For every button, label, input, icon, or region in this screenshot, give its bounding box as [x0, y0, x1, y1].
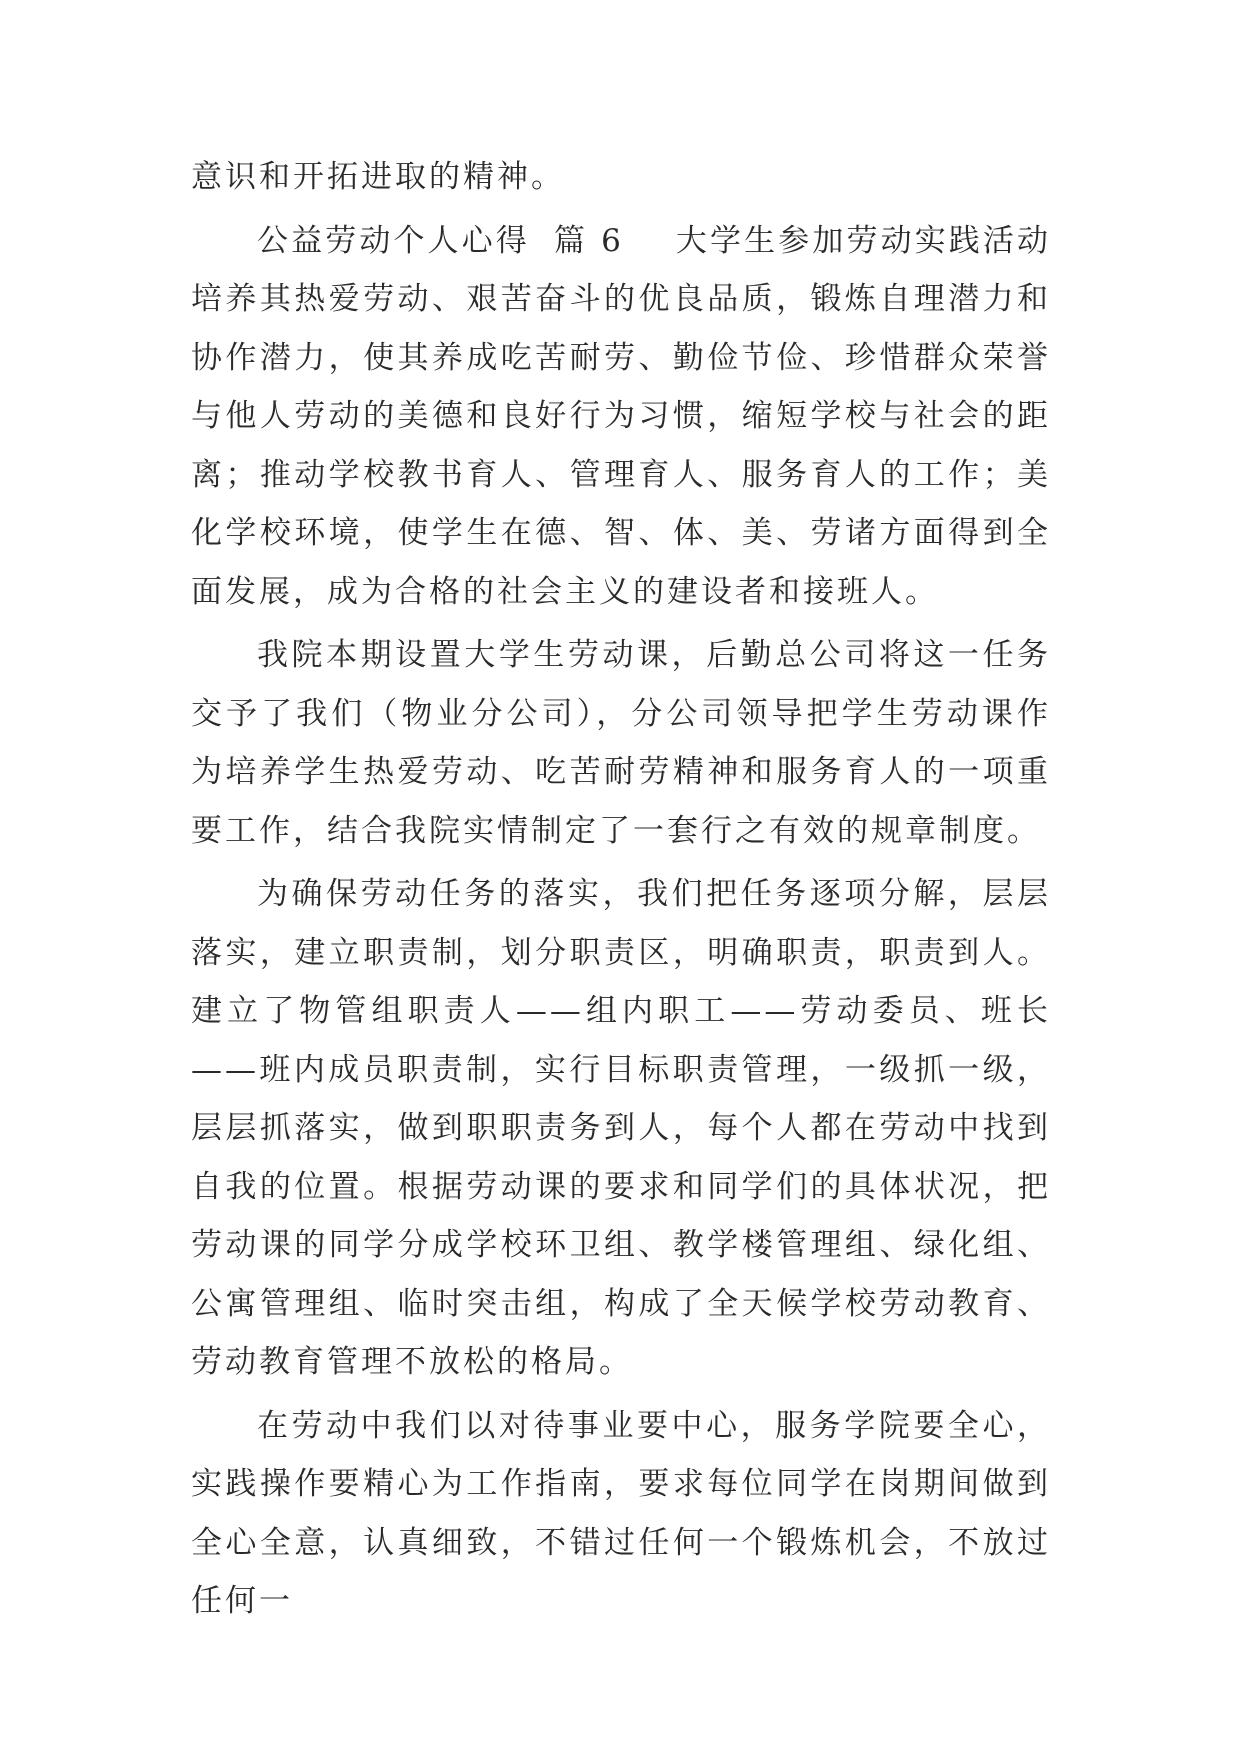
document-body [191, 148, 1051, 1636]
section-heading: 公益劳动个人心得 [257, 222, 530, 259]
body-paragraph: 我院本期设置大学生劳动课，后勤总公司将这一任务交予了我们（物业分公司），分公司领导把学生劳动课作为培养学生热爱劳动、吃苦耐劳精神和服务育人的一项重要工作，结合我院实情制定了一套行之有效的规章制度。 [191, 637, 1051, 849]
continuation-paragraph: 意识和开拓进取的精神。 [191, 159, 565, 195]
section-intro-paragraph [191, 212, 1051, 622]
body-paragraph: 大学生参加劳动实践活动培养其热爱劳动、艰苦奋斗的优良品质，锻炼自理潜力和协作潜力，使其养成吃苦耐劳、勤俭节俭、珍惜群众荣誉与他人劳动的美德和良好行为习惯，缩短学校与社会的距离；推动学校教书育人、管理育人、服务育人的工作；美化学校环境，使学生在德、智、体、美、劳诸方面得到全面发展，成为合格的社会主义的建设者和接班人。 [191, 222, 1052, 610]
section-number: 篇 6 [553, 222, 624, 259]
body-paragraph: 为确保劳动任务的落实，我们把任务逐项分解，层层落实，建立职责制，划分职责区，明确职责，职责到人。建立了物管组职责人——组内职工——劳动委员、班长——班内成员职责制，实行目标职责管理，一级抓一级，层层抓落实，做到职职责务到人，每个人都在劳动中找到自我的位置。根据劳动课的要求和同学们的具体状况，把劳动课的同学分成学校环卫组、教学楼管理组、绿化组、公寓管理组、临时突击组，构成了全天候学校劳动教育、劳动教育管理不放松的格局。 [191, 876, 1051, 1380]
body-paragraph: 在劳动中我们以对待事业要中心，服务学院要全心，实践操作要精心为工作指南，要求每位同学在岗期间做到全心全意，认真细致，不错过任何一个锻炼机会，不放过任何一 [191, 1407, 1051, 1619]
